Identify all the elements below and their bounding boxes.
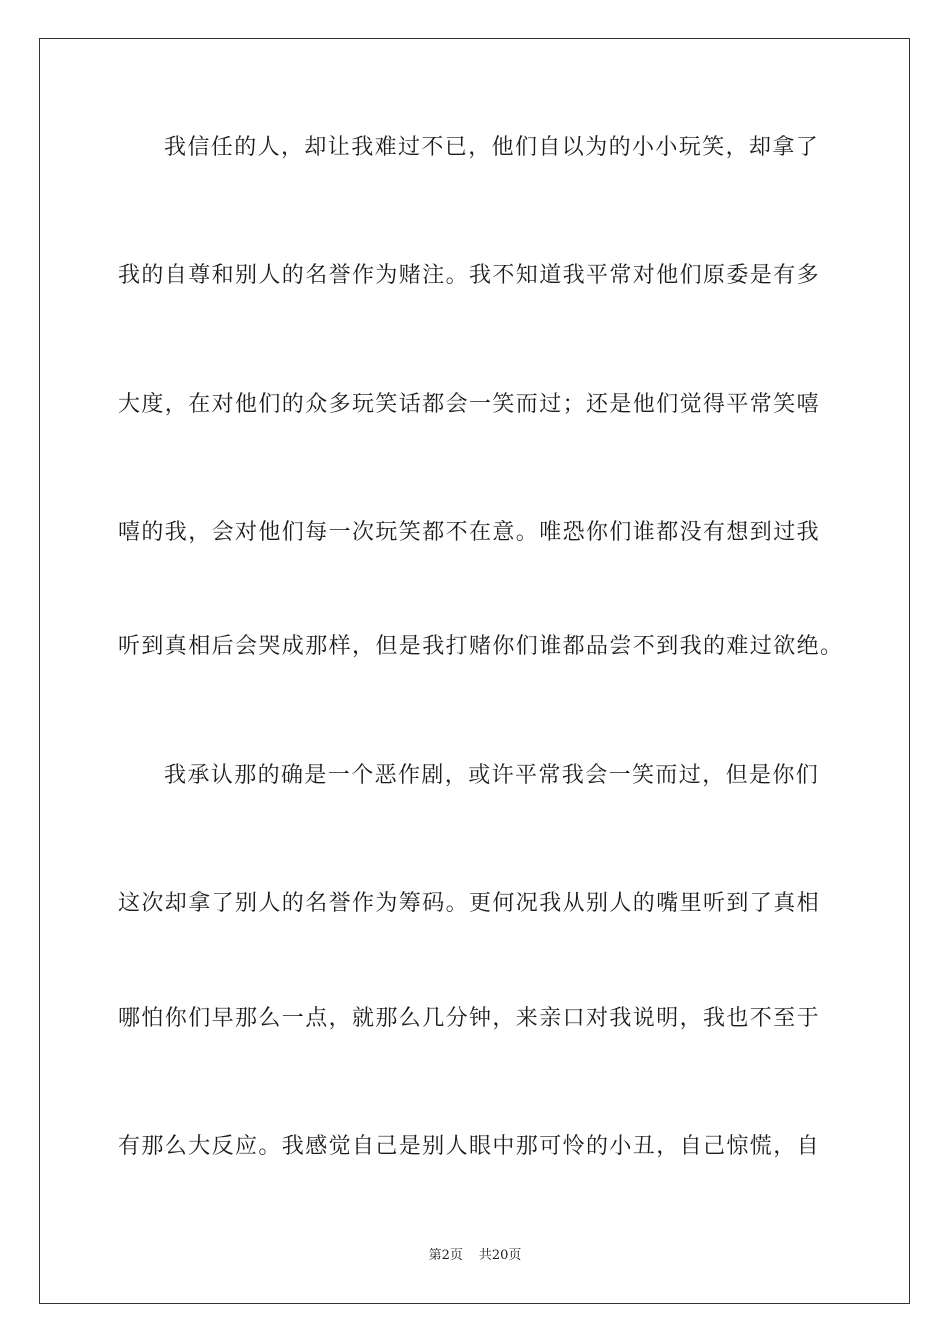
paragraph-line: 我的自尊和别人的名誉作为赌注。我不知道我平常对他们原委是有多 — [118, 263, 821, 288]
paragraph-line: 大度，在对他们的众多玩笑话都会一笑而过；还是他们觉得平常笑嘻 — [118, 392, 821, 417]
paragraph-line: 这次却拿了别人的名誉作为筹码。更何况我从别人的嘴里听到了真相 — [118, 891, 821, 916]
page-border — [39, 38, 910, 1304]
paragraph-line: 我承认那的确是一个恶作剧，或许平常我会一笑而过，但是你们 — [164, 763, 820, 788]
paragraph-line: 嘻的我，会对他们每一次玩笑都不在意。唯恐你们谁都没有想到过我 — [118, 520, 821, 545]
page-number: 第2页 — [428, 1248, 463, 1263]
paragraph-line: 哪怕你们早那么一点，就那么几分钟，来亲口对我说明，我也不至于 — [118, 1006, 821, 1031]
total-pages: 共20页 — [478, 1248, 522, 1263]
page-footer — [0, 1247, 950, 1265]
paragraph-line: 有那么大反应。我感觉自己是别人眼中那可怜的小丑，自己惊慌，自 — [118, 1134, 821, 1159]
paragraph-line: 我信任的人，却让我难过不已，他们自以为的小小玩笑，却拿了 — [164, 135, 820, 160]
paragraph-line: 听到真相后会哭成那样，但是我打赌你们谁都品尝不到我的难过欲绝。 — [118, 634, 844, 659]
